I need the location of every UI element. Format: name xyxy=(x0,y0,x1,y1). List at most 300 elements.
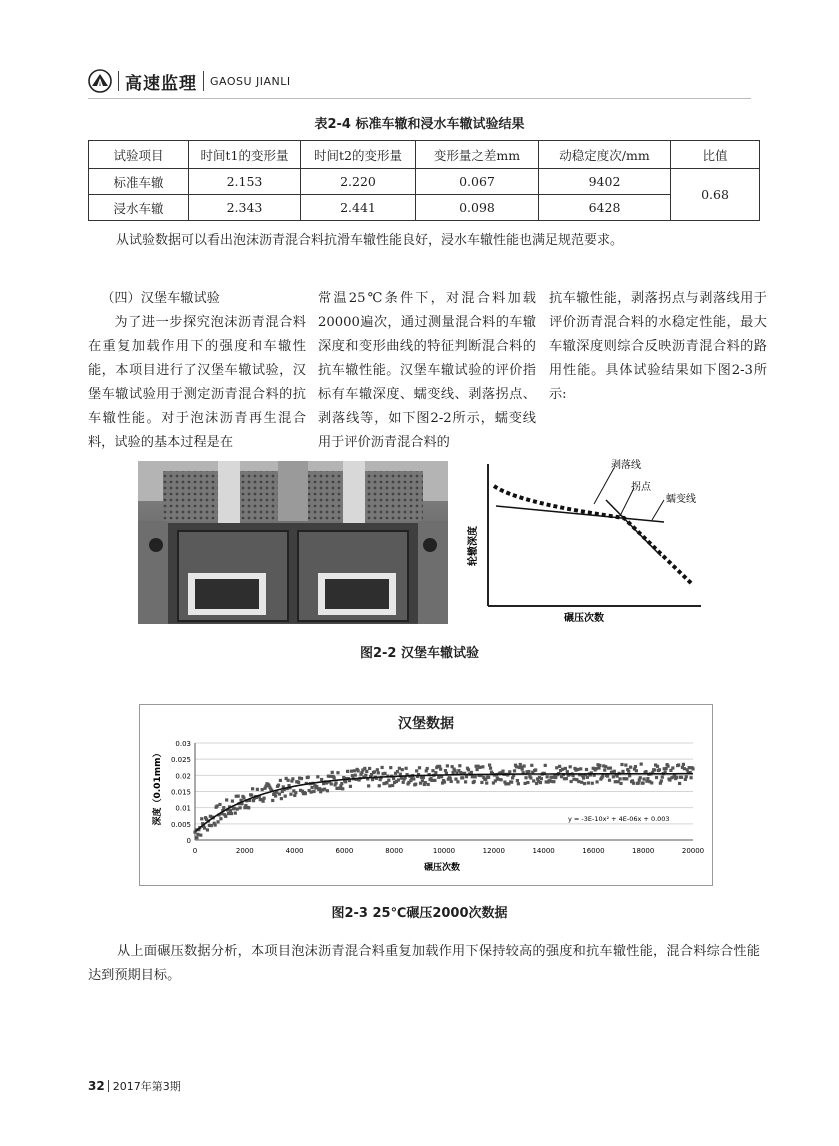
data-point xyxy=(433,779,436,782)
data-point xyxy=(365,770,368,773)
x-tick-label: 0 xyxy=(192,847,198,855)
data-point xyxy=(513,769,516,772)
data-point xyxy=(200,817,203,820)
data-point xyxy=(236,808,239,811)
data-point xyxy=(377,771,380,774)
data-point xyxy=(470,771,473,774)
data-point xyxy=(586,776,589,779)
data-point xyxy=(508,770,511,773)
x-tick-label: 12000 xyxy=(482,847,505,855)
data-point xyxy=(199,834,202,837)
data-point xyxy=(569,765,572,768)
data-point xyxy=(467,768,470,771)
data-point xyxy=(330,782,333,785)
data-point xyxy=(564,767,567,770)
y-tick-label: 0 xyxy=(186,837,191,845)
data-point xyxy=(430,779,433,782)
data-point xyxy=(333,776,336,779)
data-point xyxy=(613,770,616,773)
table-cell: 2.441 xyxy=(301,195,416,221)
data-point xyxy=(650,781,653,784)
stripping-line xyxy=(606,500,661,556)
header-rule xyxy=(88,98,751,99)
y-tick-label: 0.015 xyxy=(170,788,191,797)
data-point xyxy=(583,782,586,785)
data-point xyxy=(222,806,225,809)
data-point xyxy=(247,806,250,809)
data-point xyxy=(376,768,379,771)
table-header-row xyxy=(89,141,760,169)
results-table xyxy=(88,140,760,221)
data-point xyxy=(637,782,640,785)
data-point xyxy=(666,765,669,768)
data-point xyxy=(431,769,434,772)
data-point xyxy=(617,780,620,783)
data-point xyxy=(373,770,376,773)
data-point xyxy=(524,776,527,779)
data-point xyxy=(587,781,590,784)
data-point xyxy=(443,780,446,783)
data-point xyxy=(523,782,526,785)
data-point xyxy=(576,768,579,771)
y-tick-label: 0.01 xyxy=(175,804,191,813)
table-header-cell: 动稳定度次/mm xyxy=(539,141,671,169)
text-column-3 xyxy=(549,287,767,407)
data-point xyxy=(494,779,497,782)
data-point xyxy=(350,770,353,773)
data-point xyxy=(206,828,209,831)
data-point xyxy=(418,766,421,769)
data-point xyxy=(519,763,522,766)
x-tick-label: 6000 xyxy=(335,847,354,855)
data-point xyxy=(307,776,310,779)
data-point xyxy=(261,788,264,791)
data-point xyxy=(582,776,585,779)
data-point xyxy=(422,776,425,779)
data-point xyxy=(312,790,315,793)
data-point xyxy=(378,784,381,787)
data-point xyxy=(473,780,476,783)
data-point xyxy=(286,779,289,782)
data-point xyxy=(464,780,467,783)
text-column-1 xyxy=(88,287,306,455)
data-point xyxy=(523,764,526,767)
x-tick-label: 2000 xyxy=(235,847,254,855)
data-point xyxy=(346,770,349,773)
data-point xyxy=(456,780,459,783)
schematic-x-label: 碾压次数 xyxy=(564,613,604,624)
data-point xyxy=(521,768,524,771)
data-point xyxy=(310,786,313,789)
table-header-cell: 时间t1的变形量 xyxy=(189,141,301,169)
data-point xyxy=(195,836,198,839)
table-cell: 2.220 xyxy=(301,169,416,195)
data-point xyxy=(256,788,259,791)
data-point xyxy=(225,798,228,801)
data-point xyxy=(661,776,664,779)
table-caption: 表2-4 标准车辙和浸水车辙试验结果 xyxy=(314,117,525,132)
data-point xyxy=(465,775,468,778)
data-point xyxy=(501,769,504,772)
data-point xyxy=(289,793,292,796)
journal-subtitle: GAOSU JIANLI xyxy=(210,74,291,88)
data-point xyxy=(397,778,400,781)
data-point xyxy=(585,768,588,771)
data-point xyxy=(383,772,386,775)
data-point xyxy=(577,780,580,783)
body-text: 抗车辙性能，剥落拐点与剥落线用于评价沥青混合料的水稳定性能，最大车辙深度则综合反映沥青混合料的路用性能。具体试验结果如下图2-3所示: xyxy=(549,291,767,402)
data-point xyxy=(320,778,323,781)
data-point xyxy=(642,777,645,780)
data-point xyxy=(371,778,374,781)
data-point xyxy=(510,781,513,784)
data-point xyxy=(396,770,399,773)
data-point xyxy=(627,770,630,773)
data-point xyxy=(621,770,624,773)
data-point xyxy=(304,792,307,795)
data-point xyxy=(558,765,561,768)
data-point xyxy=(237,795,240,798)
table-row xyxy=(89,195,760,221)
data-point xyxy=(539,781,542,784)
data-point xyxy=(224,815,227,818)
data-point xyxy=(315,785,318,788)
table-cell: 9402 xyxy=(539,169,671,195)
y-axis-label: 深度（0.01mm） xyxy=(153,748,163,826)
schematic-y-label: 轮辙深度 xyxy=(468,526,479,566)
figure-2-3-caption: 图2-3 25℃碾压2000次数据 xyxy=(331,906,508,921)
y-tick-label: 0.005 xyxy=(170,820,191,829)
data-point xyxy=(594,767,597,770)
data-point xyxy=(619,782,622,785)
hamburg-data-chart xyxy=(139,704,713,886)
data-point xyxy=(552,780,555,783)
data-point xyxy=(598,764,601,767)
data-point xyxy=(656,765,659,768)
inflection-label: 拐点 xyxy=(631,482,651,493)
journal-title: 高速监理 xyxy=(125,73,197,94)
data-point xyxy=(340,782,343,785)
data-point xyxy=(389,766,392,769)
data-point xyxy=(326,789,329,792)
y-tick-label: 0.02 xyxy=(175,772,191,781)
data-point xyxy=(404,767,407,770)
data-point xyxy=(595,780,598,783)
data-point xyxy=(415,769,418,772)
data-point xyxy=(570,780,573,783)
data-point xyxy=(388,784,391,787)
data-point xyxy=(655,776,658,779)
header-divider-2 xyxy=(203,71,204,91)
data-point xyxy=(689,776,692,779)
table-header-cell: 比值 xyxy=(671,141,760,169)
data-point xyxy=(215,804,218,807)
data-point xyxy=(274,794,277,797)
data-point xyxy=(262,797,265,800)
data-point xyxy=(644,770,647,773)
x-tick-label: 14000 xyxy=(532,847,555,855)
table-cell: 0.067 xyxy=(416,169,539,195)
data-point xyxy=(279,779,282,782)
data-point xyxy=(424,781,427,784)
data-point xyxy=(671,766,674,769)
page-number: 32 xyxy=(88,1079,105,1093)
data-point xyxy=(300,777,303,780)
data-point xyxy=(203,826,206,829)
data-point xyxy=(530,764,533,767)
data-point xyxy=(277,784,280,787)
data-point xyxy=(216,820,219,823)
data-point xyxy=(412,777,415,780)
data-point xyxy=(364,774,367,777)
data-point xyxy=(446,764,449,767)
data-point xyxy=(351,774,354,777)
data-point xyxy=(251,787,254,790)
data-point xyxy=(329,775,332,778)
y-tick-label: 0.025 xyxy=(170,756,191,765)
y-tick-label: 0.03 xyxy=(175,740,191,748)
data-point xyxy=(262,800,265,803)
data-point xyxy=(646,777,649,780)
data-point xyxy=(196,833,199,836)
data-point xyxy=(229,809,232,812)
data-point xyxy=(427,783,430,786)
table-row xyxy=(89,169,760,195)
conclusion-paragraph-1: 从试验数据可以看出泡沫沥青混合料抗滑车辙性能良好，浸水车辙性能也满足规范要求。 xyxy=(116,233,624,248)
data-point xyxy=(544,764,547,767)
header-divider xyxy=(118,71,119,91)
x-axis-label: 碾压次数 xyxy=(424,863,461,873)
table-header-cell: 时间t2的变形量 xyxy=(301,141,416,169)
data-point xyxy=(367,784,370,787)
data-point xyxy=(480,781,483,784)
data-point xyxy=(682,763,685,766)
data-point xyxy=(284,795,287,798)
data-point xyxy=(635,769,638,772)
data-point xyxy=(278,792,281,795)
data-point xyxy=(218,803,221,806)
data-point xyxy=(438,765,441,768)
table-cell: 0.098 xyxy=(416,195,539,221)
issue-label: 2017年第3期 xyxy=(112,1080,181,1093)
data-point xyxy=(554,776,557,779)
data-point xyxy=(331,771,334,774)
data-point xyxy=(517,782,520,785)
data-point xyxy=(402,781,405,784)
data-point xyxy=(529,776,532,779)
data-point xyxy=(458,764,461,767)
data-point xyxy=(612,775,615,778)
data-point xyxy=(658,768,661,771)
data-point xyxy=(316,775,319,778)
data-point xyxy=(357,769,360,772)
data-point xyxy=(515,765,518,768)
data-point xyxy=(434,771,437,774)
table-cell: 标准车辙 xyxy=(89,169,189,195)
data-point xyxy=(294,791,297,794)
data-point xyxy=(546,775,549,778)
data-point xyxy=(334,781,337,784)
data-point xyxy=(234,812,237,815)
data-point xyxy=(400,777,403,780)
data-point xyxy=(414,783,417,786)
data-point xyxy=(603,769,606,772)
data-point xyxy=(504,782,507,785)
data-point xyxy=(604,765,607,768)
data-point xyxy=(471,775,474,778)
data-point xyxy=(628,774,631,777)
data-point xyxy=(381,766,384,769)
section-heading: （四）汉堡车辙试验 xyxy=(101,291,220,306)
data-point xyxy=(363,767,366,770)
data-point xyxy=(572,778,575,781)
data-point xyxy=(336,771,339,774)
data-point xyxy=(579,767,582,770)
chart-title: 汉堡数据 xyxy=(398,716,454,732)
road-logo-icon xyxy=(88,69,112,93)
x-tick-label: 20000 xyxy=(681,847,705,855)
data-point xyxy=(280,797,283,800)
data-point xyxy=(323,788,326,791)
data-point xyxy=(489,767,492,770)
data-point xyxy=(271,799,274,802)
data-point xyxy=(685,775,688,778)
data-point xyxy=(527,770,530,773)
data-point xyxy=(532,779,535,782)
figure-2-2-caption: 图2-2 汉堡车辙试验 xyxy=(359,646,479,661)
data-point xyxy=(238,806,241,809)
data-point xyxy=(555,766,558,769)
data-point xyxy=(227,812,230,815)
data-point xyxy=(516,779,519,782)
data-point xyxy=(437,776,440,779)
data-point xyxy=(499,778,502,781)
creep-line-label: 蠕变线 xyxy=(666,494,696,505)
creep-line xyxy=(496,506,664,522)
x-tick-label: 8000 xyxy=(385,847,404,855)
table-cell: 浸水车辙 xyxy=(89,195,189,221)
rut-depth-schematic xyxy=(456,456,716,634)
data-point xyxy=(680,776,683,779)
data-point xyxy=(688,766,691,769)
data-point xyxy=(401,768,404,771)
data-point xyxy=(250,794,253,797)
data-point xyxy=(242,796,245,799)
data-point xyxy=(210,824,213,827)
data-point xyxy=(426,767,429,770)
data-point xyxy=(606,774,609,777)
table-header-cell: 试验项目 xyxy=(89,141,189,169)
data-point xyxy=(461,776,464,779)
x-tick-label: 10000 xyxy=(432,847,456,855)
data-point xyxy=(566,770,569,773)
data-point xyxy=(620,763,623,766)
hamburg-device-photo xyxy=(138,461,448,624)
page-footer xyxy=(88,1078,181,1094)
data-point xyxy=(580,781,583,784)
data-point xyxy=(481,765,484,768)
data-point xyxy=(608,779,611,782)
page-header xyxy=(88,66,291,96)
data-point xyxy=(231,799,234,802)
creep-leader xyxy=(652,500,664,520)
data-point xyxy=(233,807,236,810)
data-point xyxy=(614,780,617,783)
rut-curve xyxy=(494,486,692,584)
data-point xyxy=(677,763,680,766)
body-text: 常温25℃条件下，对混合料加载20000遍次，通过测量混合料的车辙深度和变形曲线的特征判断混合料的抗车辙性能。汉堡车辙试验的评价指标有车辙深度、蠕变线、剥落拐点、剥落线等，如下图2-2所示，蠕变线用于评价沥青混合料的 xyxy=(318,291,536,450)
data-point xyxy=(478,766,481,769)
data-point xyxy=(624,763,627,766)
data-point xyxy=(639,776,642,779)
data-point xyxy=(675,776,678,779)
data-point xyxy=(497,778,500,781)
x-tick-label: 16000 xyxy=(582,847,605,855)
stripping-line-label: 剥落线 xyxy=(611,460,641,471)
data-point xyxy=(634,765,637,768)
data-point xyxy=(354,774,357,777)
text-column-2 xyxy=(318,287,536,455)
data-point xyxy=(485,781,488,784)
data-point xyxy=(368,767,371,770)
data-point xyxy=(454,777,457,780)
data-point xyxy=(642,781,645,784)
data-point xyxy=(526,781,529,784)
data-point xyxy=(450,780,453,783)
data-point xyxy=(476,768,479,771)
body-text: 为了进一步探究泡沫沥青混合料在重复加载作用下的强度和车辙性能，本项目进行了汉堡车辙试验，汉堡车辙试验用于测定沥青混合料的抗车辙性能。对于泡沫沥青再生混合料，试验的基本过程是在 xyxy=(88,315,306,450)
data-point xyxy=(318,787,321,790)
data-point xyxy=(459,771,462,774)
data-point xyxy=(653,768,656,771)
data-point xyxy=(349,785,352,788)
stripping-leader xyxy=(594,468,614,504)
data-point xyxy=(618,777,621,780)
footer-divider xyxy=(108,1080,109,1092)
data-point xyxy=(565,777,568,780)
data-point xyxy=(640,763,643,766)
ratio-cell: 0.68 xyxy=(671,169,760,221)
data-point xyxy=(341,787,344,790)
data-point xyxy=(310,790,313,793)
data-point xyxy=(297,781,300,784)
table-cell: 2.153 xyxy=(189,169,301,195)
data-point xyxy=(691,767,694,770)
x-tick-label: 18000 xyxy=(632,847,655,855)
data-point xyxy=(214,823,217,826)
data-point xyxy=(540,777,543,780)
data-point xyxy=(219,817,222,820)
data-point xyxy=(609,766,612,769)
data-point xyxy=(474,775,477,778)
data-point xyxy=(387,779,390,782)
table-cell: 2.343 xyxy=(189,195,301,221)
data-point xyxy=(601,774,604,777)
data-point xyxy=(409,779,412,782)
data-point xyxy=(534,768,537,771)
data-point xyxy=(398,767,401,770)
chart-plot xyxy=(140,705,712,885)
data-point xyxy=(439,768,442,771)
data-point xyxy=(487,776,490,779)
data-point xyxy=(678,782,681,785)
data-point xyxy=(344,780,347,783)
conclusion-paragraph-2: 从上面碾压数据分析，本项目泡沫沥青混合料重复加载作用下保持较高的强度和抗车辙性能，混合料综合性能达到预期目标。 xyxy=(88,944,760,983)
data-point xyxy=(291,777,294,780)
data-point xyxy=(421,779,424,782)
data-point xyxy=(353,769,356,772)
data-point xyxy=(683,767,686,770)
